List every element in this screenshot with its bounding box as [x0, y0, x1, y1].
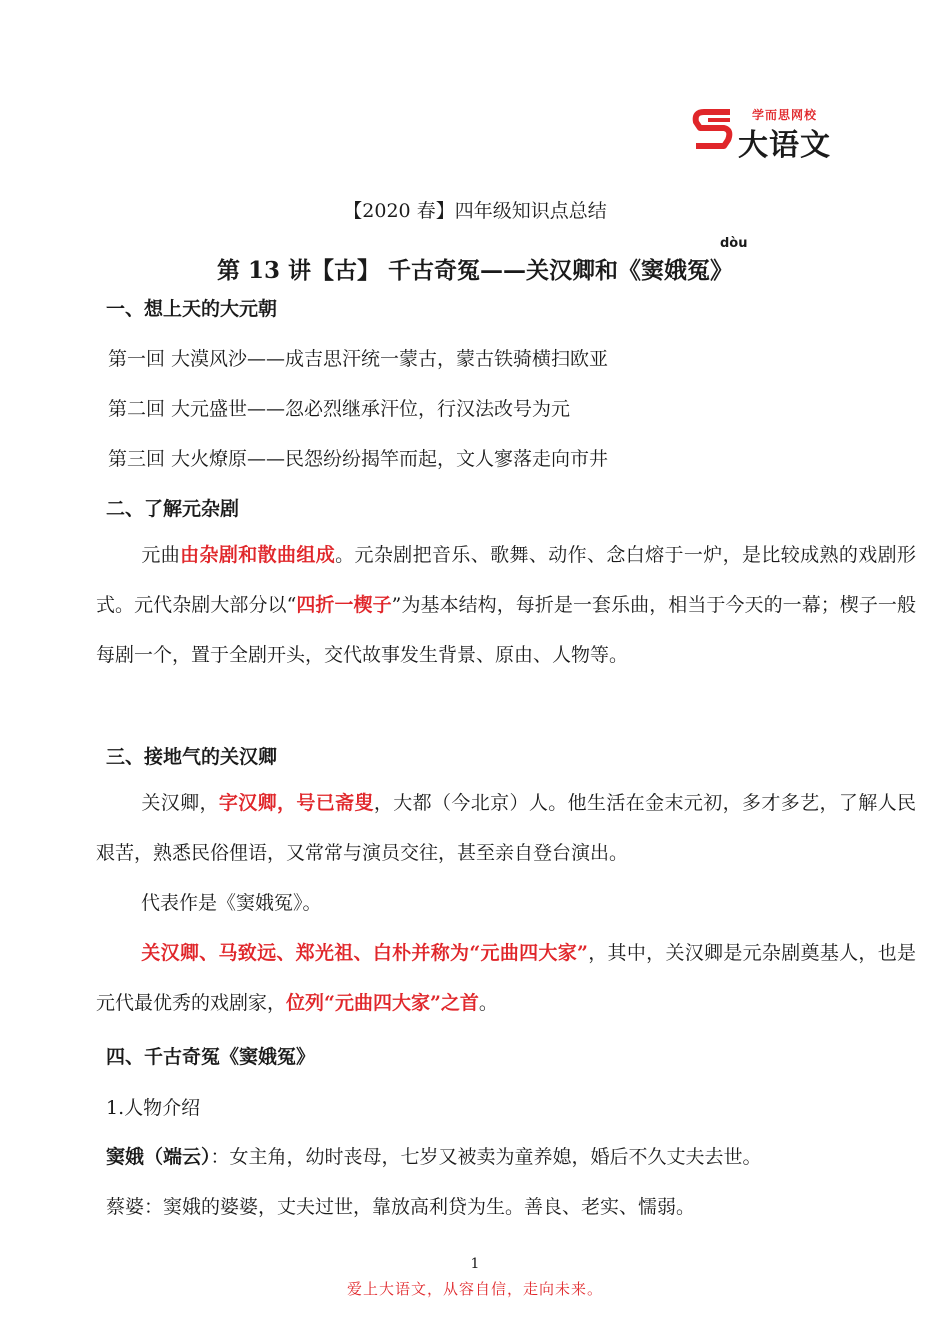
four-masters-paragraph: 关汉卿、马致远、郑光祖、白朴并称为“元曲四大家”，其中，关汉卿是元杂剧奠基人，也是元代最优秀的戏剧家，位列“元曲四大家”之首。 [96, 942, 916, 1014]
logo-top-text: 学而思网校 [752, 108, 818, 122]
section-heading-2: 二、了解元杂剧 [106, 498, 240, 520]
page-number: 1 [470, 1256, 480, 1272]
logo-mark-icon [690, 104, 736, 154]
document-subtitle: 【2020 春】四年级知识点总结 [343, 200, 607, 222]
highlight-first-rank: 位列“元曲四大家”之首 [286, 992, 479, 1014]
zaju-paragraph: 元曲由杂剧和散曲组成。元杂剧把音乐、歌舞、动作、念白熔于一炉，是比较成熟的戏剧形式。元代杂剧大部分以“四折一楔子”为基本结构，每折是一套乐曲，相当于今天的一幕；楔子一般每剧一个，置于全剧开头，交代故事发生背景、原由、人物等。 [96, 544, 916, 666]
title-pinyin: dòu [720, 236, 748, 251]
highlight-four-masters: 关汉卿、马致远、郑光祖、白朴并称为“元曲四大家” [141, 942, 588, 964]
chapter-item-2: 第二回 大元盛世——忽必烈继承汗位，行汉法改号为元 [108, 398, 571, 420]
highlight-names: 字汉卿，号已斋叟 [218, 792, 374, 814]
section-heading-4: 四、千古奇冤《窦娥冤》 [106, 1046, 316, 1068]
section-heading-1: 一、想上天的大元朝 [106, 298, 278, 320]
character-caipo: 蔡婆：窦娥的婆婆，丈夫过世，靠放高利贷为生。善良、老实、懦弱。 [106, 1196, 696, 1218]
subheading-characters: 1.人物介绍 [106, 1097, 201, 1119]
guan-bio-paragraph: 关汉卿，字汉卿，号已斋叟，大都（今北京）人。他生活在金末元初，多才多艺，了解人民艰苦，熟悉民俗俚语，又常常与演员交往，甚至亲自登台演出。 [96, 792, 916, 864]
chapter-item-3: 第三回 大火燎原——民怨纷纷揭竿而起，文人寥落走向市井 [108, 448, 609, 470]
document-title: 第 13 讲【古】 千古奇冤——关汉卿和《窦娥冤》 [216, 257, 734, 284]
highlight-structure: 四折一楔子 [296, 594, 392, 616]
brand-logo [690, 100, 840, 163]
highlight-composition: 由杂剧和散曲组成 [180, 544, 336, 566]
logo-main-text: 大语文 [738, 128, 831, 163]
chapter-item-1: 第一回 大漠风沙——成吉思汗统一蒙古，蒙古铁骑横扫欧亚 [108, 348, 609, 370]
section-heading-3: 三、接地气的关汉卿 [106, 746, 278, 768]
footer-slogan: 爱上大语文，从容自信，走向未来。 [346, 1280, 603, 1298]
masterpiece-paragraph: 代表作是《窦娥冤》。 [141, 892, 322, 914]
character-douE: 窦娥（端云）：女主角，幼时丧母，七岁又被卖为童养媳，婚后不久丈夫去世。 [106, 1146, 762, 1168]
